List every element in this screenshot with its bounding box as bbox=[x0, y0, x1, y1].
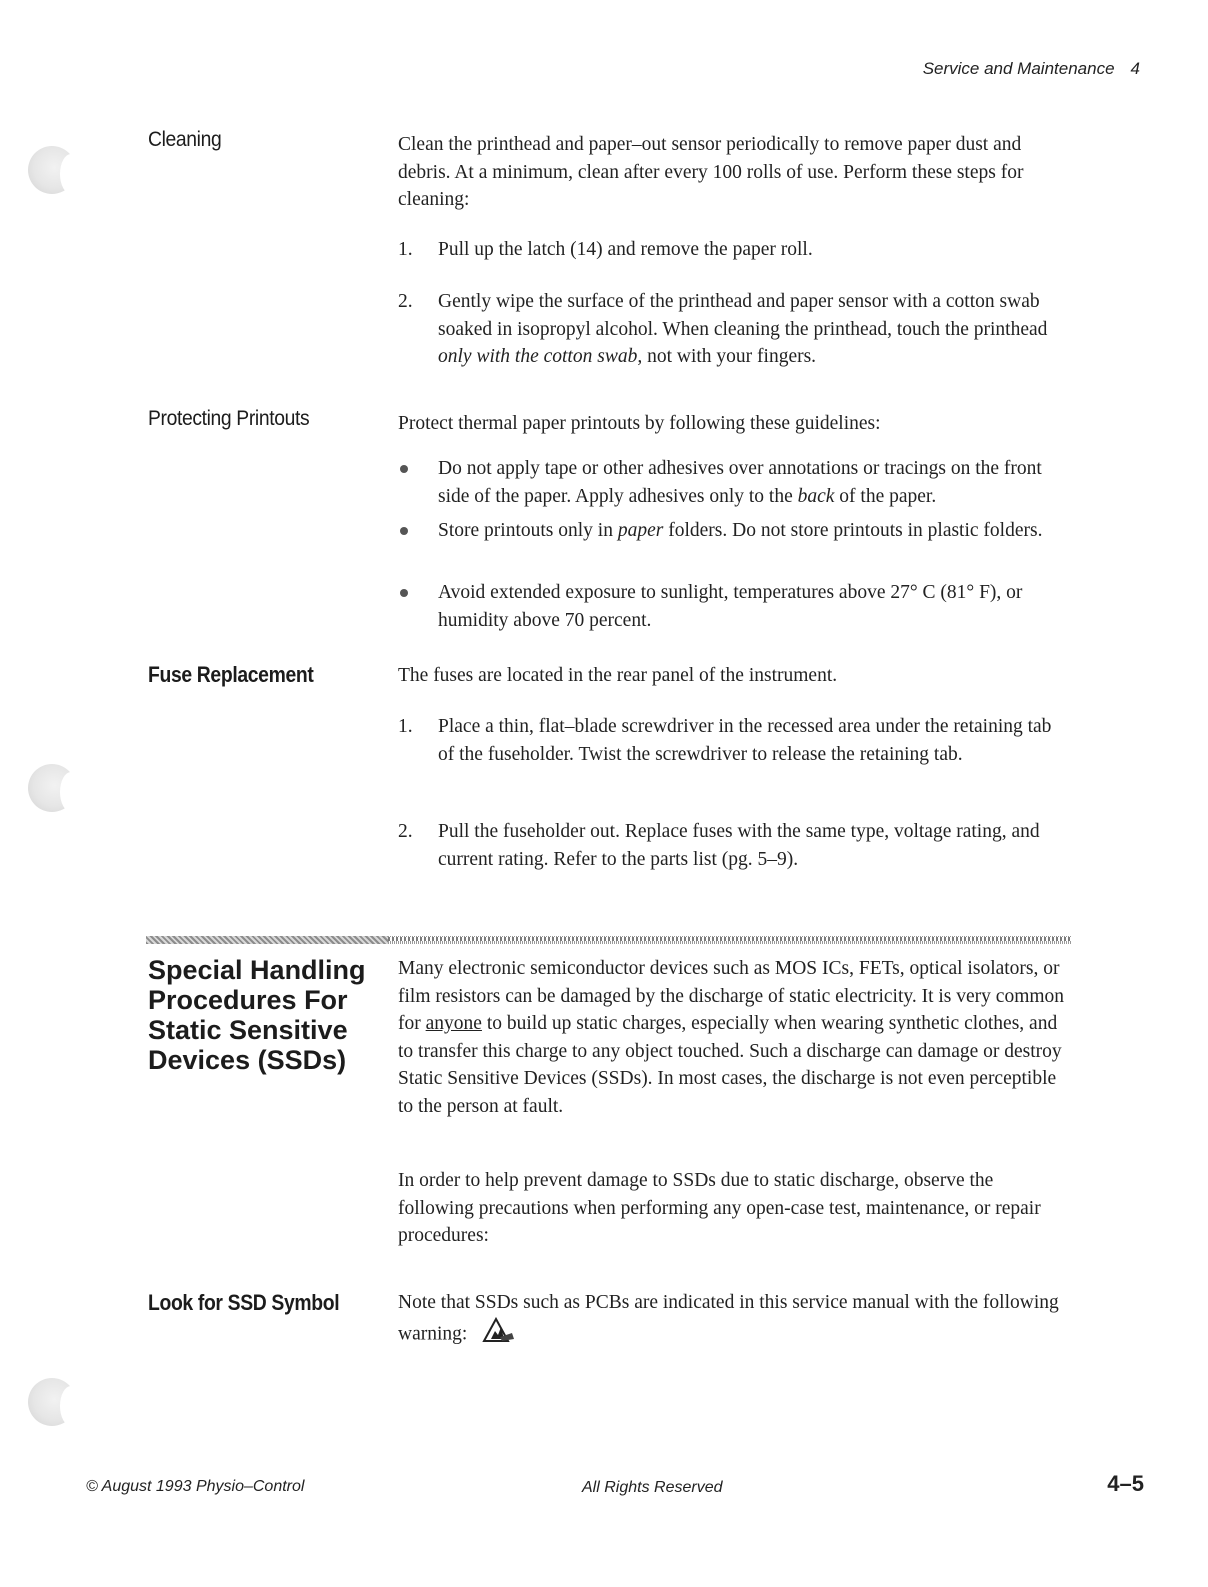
footer-copyright: © August 1993 Physio–Control bbox=[86, 1478, 305, 1495]
footer-rights: All Rights Reserved bbox=[582, 1479, 723, 1496]
header-title: Service and Maintenance bbox=[922, 59, 1115, 78]
step-number: 1. bbox=[398, 239, 413, 260]
paragraph-text-underline: anyone bbox=[425, 1013, 482, 1034]
step-text bbox=[438, 288, 1068, 371]
binder-hole-bottom bbox=[28, 1378, 76, 1426]
step-number: 1. bbox=[398, 716, 413, 737]
running-header bbox=[923, 59, 1140, 79]
binder-hole-middle bbox=[28, 764, 76, 812]
footer-page-number: 4–5 bbox=[1107, 1471, 1144, 1496]
step-number: 2. bbox=[398, 291, 413, 312]
bullet-text-emphasis: paper bbox=[617, 520, 664, 541]
bullet-text bbox=[438, 517, 1068, 545]
fuse-heading: Fuse Replacement bbox=[148, 662, 314, 687]
symbol-paragraph bbox=[398, 1289, 1068, 1353]
bullet-dot-icon bbox=[400, 465, 408, 473]
ssd-heading: Special Handling Procedures For Static Sensitive Devices (SSDs) bbox=[148, 955, 366, 1075]
paragraph-text-part: to build up static charges, especially when wearing synthetic clothes, and to transfer this charge to any object touched. Such a discharge can damage or destroy Static Sensitive Devices (SSDs). In most cases, the discharge is not even perceptible to the person at fault. bbox=[398, 1013, 1062, 1117]
cleaning-step-2 bbox=[398, 288, 1068, 371]
cleaning-heading: Cleaning bbox=[148, 128, 222, 151]
bullet-text-part: Store printouts only in bbox=[438, 520, 618, 541]
step-text-emphasis: only with the cotton swab, bbox=[438, 346, 643, 367]
ssd-paragraph-1 bbox=[398, 955, 1068, 1120]
bullet-text-part: Do not apply tape or other adhesives over annotations or tracings on the front side of the paper. Apply adhesives only to the bbox=[438, 458, 1042, 507]
step-text: Pull the fuseholder out. Replace fuses with the same type, voltage rating, and current rating. Refer to the parts list (pg. 5–9). bbox=[438, 821, 1040, 870]
step-text: Place a thin, flat–blade screwdriver in the recessed area under the retaining tab of the fuseholder. Twist the screwdriver to release the retaining tab. bbox=[438, 716, 1052, 765]
cleaning-step-1 bbox=[398, 236, 1068, 264]
step-number: 2. bbox=[398, 821, 413, 842]
protecting-bullet-1 bbox=[398, 455, 1068, 510]
bullet-dot-icon bbox=[400, 589, 408, 597]
esd-warning-icon bbox=[482, 1317, 516, 1354]
protecting-bullet-2 bbox=[398, 517, 1068, 545]
divider-thin-band bbox=[388, 937, 1072, 941]
protecting-heading: Protecting Printouts bbox=[148, 407, 310, 430]
binder-hole-top bbox=[28, 146, 76, 194]
step-text-part: Gently wipe the surface of the printhead and paper sensor with a cotton swab soaked in isopropyl alcohol. When cleaning the printhead, touch the printhead bbox=[438, 291, 1048, 340]
paragraph-text-part: Many electronic semiconductor devices such as MOS ICs, FETs, optical isolators, or film resistors can be damaged by the discharge of static electricity. It is very common for bbox=[398, 958, 1065, 1034]
bullet-text: Avoid extended exposure to sunlight, temperatures above 27° C (81° F), or humidity above 70 percent. bbox=[438, 582, 1023, 631]
cleaning-intro: Clean the printhead and paper–out sensor periodically to remove paper dust and debris. At a minimum, clean after every 100 rolls of use. Perform these steps for cleaning: bbox=[398, 134, 1024, 210]
fuse-intro: The fuses are located in the rear panel of the instrument. bbox=[398, 665, 838, 686]
bullet-dot-icon bbox=[400, 527, 408, 535]
ssd-paragraph-2: In order to help prevent damage to SSDs due to static discharge, observe the following precautions when performing any open-case test, maintenance, or repair procedures: bbox=[398, 1170, 1041, 1246]
header-chapter: 4 bbox=[1130, 59, 1140, 78]
fuse-step-2 bbox=[398, 818, 1068, 873]
bullet-text bbox=[438, 455, 1068, 510]
step-text-part: not with your fingers. bbox=[642, 346, 817, 367]
protecting-intro: Protect thermal paper printouts by following these guidelines: bbox=[398, 413, 881, 434]
section-divider bbox=[146, 936, 1072, 944]
protecting-bullet-3 bbox=[398, 579, 1068, 634]
symbol-text: Note that SSDs such as PCBs are indicated in this service manual with the following warning: bbox=[398, 1292, 1059, 1345]
bullet-text-emphasis: back bbox=[797, 485, 835, 507]
bullet-text-part: folders. Do not store printouts in plastic folders. bbox=[663, 520, 1043, 541]
divider-dark-band bbox=[146, 936, 388, 944]
step-text: Pull up the latch (14) and remove the paper roll. bbox=[438, 239, 813, 260]
symbol-heading: Look for SSD Symbol bbox=[148, 1290, 340, 1315]
bullet-text-part: of the paper. bbox=[834, 485, 937, 507]
fuse-step-1 bbox=[398, 713, 1068, 768]
